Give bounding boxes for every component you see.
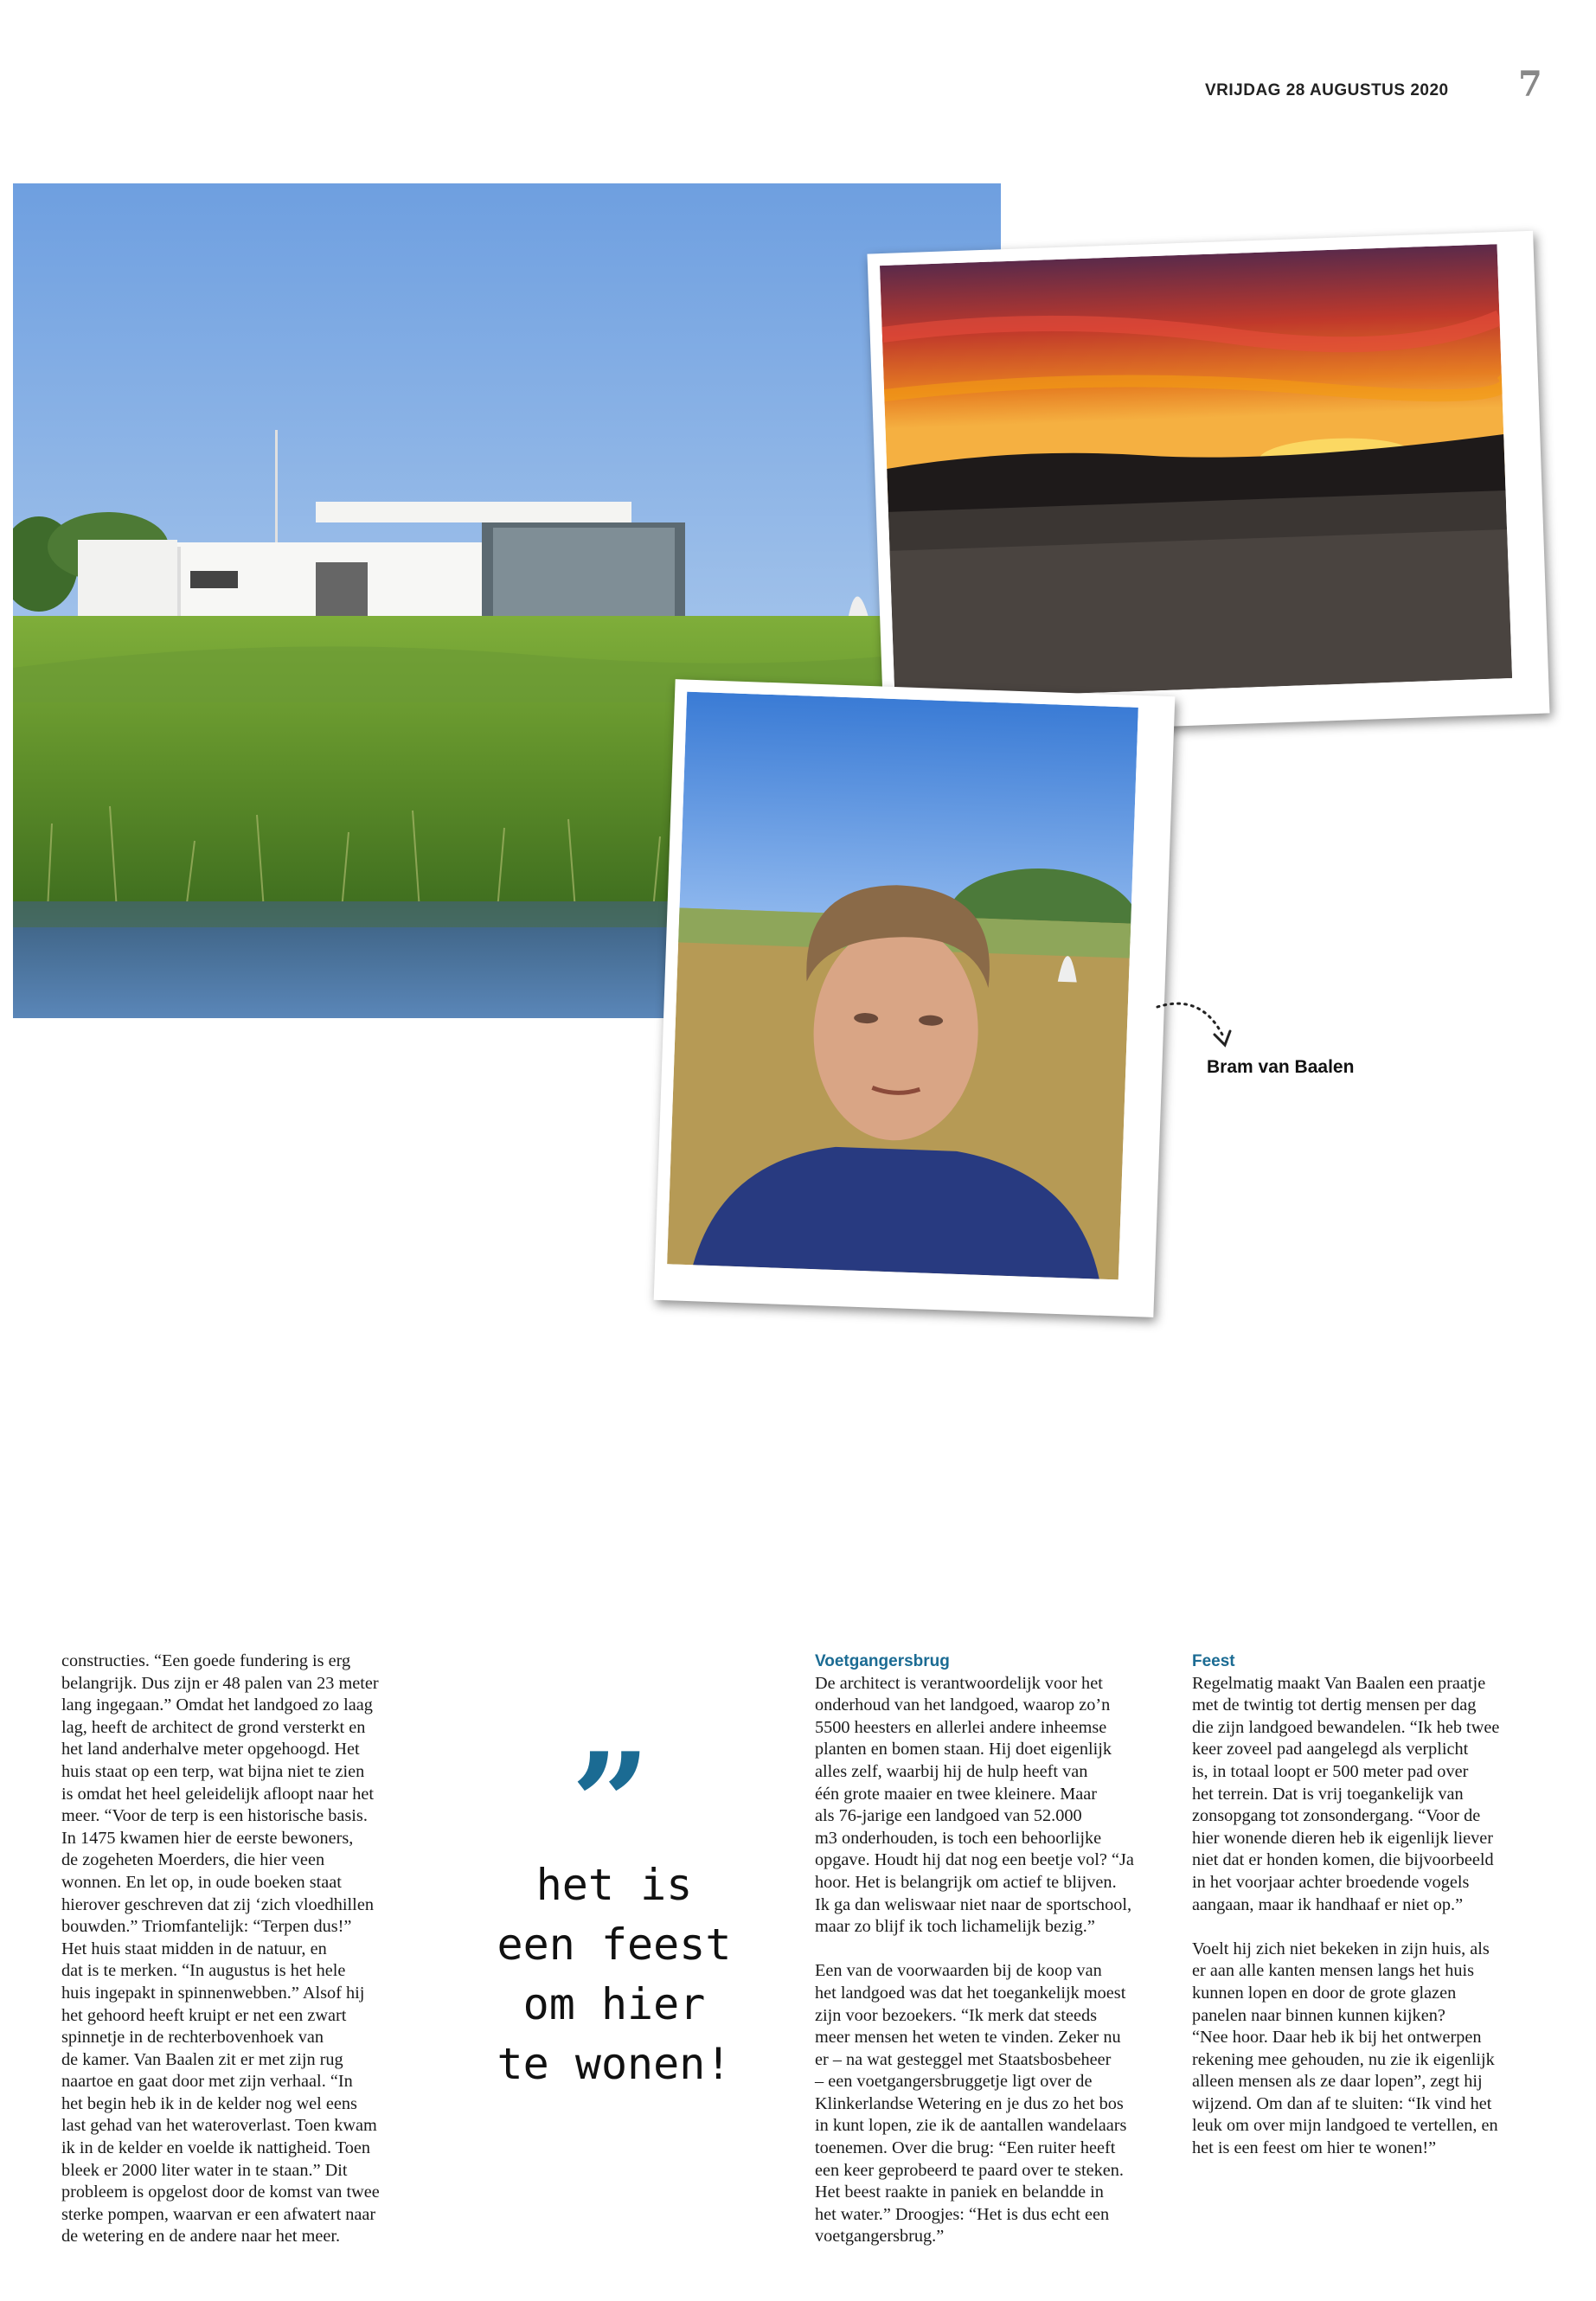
portrait-photo (654, 679, 1176, 1317)
article-paragraph: Voelt hij zich niet bekeken in zijn huis, als er aan alle kanten mensen langs het huis kunnen lopen en door de grote glazen panelen naar binnen kunnen kijken? “Nee hoor. Daar heb ik bij het ontwerpen rekening mee gehouden, nu zie ik eigenlijk alleen mensen als ze daar lopen”, zegt hij wijzend. Om dan af te sluiten: “Ik vind het leuk om over mijn landgoed te vertellen, en het is een feest om hier te wonen!” (1192, 1939, 1498, 2158)
section-heading: Voetgangersbrug (815, 1652, 950, 1670)
article-column-3 (815, 1650, 1178, 2271)
issue-date: VRIJDAG 28 AUGUSTUS 2020 (1205, 81, 1449, 99)
page-number: 7 (1518, 64, 1542, 105)
sunset-photo (867, 231, 1549, 737)
article-paragraph: Een van de voorwaarden bij de koop van het landgoed was dat het toegankelijk moest zijn voor bezoekers. “Ik merk dat steeds meer mensen het weten te vinden. Zeker nu er – na wat gesteggel met Staatsbosbeheer – een voetgangersbruggetje ligt over de Klinkerlandse Wetering en je dus zo het bos in kunt lopen, zie ik de aantallen wandelaars toenemen. Over die brug: “Een ruiter heeft een keer geprobeerd te paard over te steken. Het beest raakte in paniek en belandde in het water.” Droogjes: “Het is dus echt een voetgangersbrug.” (815, 1961, 1127, 2247)
quote-mark: ” (571, 1722, 651, 1885)
article-paragraph: Regelmatig maakt Van Baalen een praatje met de twintig tot dertig mensen per dag die zijn landgoed bewandelen. “Ik heb twee keer zoveel pad aangelegd als verplicht is, in totaal loopt er 500 meter pad over het terrein. Dat is vrij toegankelijk van zonsopgang tot zonsondergang. “Voor de hier wonende dieren heb ik eigenlijk liever niet dat er honden komen, die bijvoorbeeld in het voorjaar achter broedende vogels aangaan, maar ik handhaaf er niet op.” (1192, 1673, 1500, 1914)
pull-quote: het is een feest om hier te wonen! (497, 1860, 732, 2089)
photo-caption: Bram van Baalen (1207, 1057, 1355, 1077)
article-column-4 (1192, 1650, 1555, 2182)
article-column-1 (61, 1650, 425, 2271)
section-heading: Feest (1192, 1652, 1235, 1670)
article-paragraph: De architect is verantwoordelijk voor het onderhoud van het landgoed, waarop zo’n 5500 heesters en allerlei andere inheemse planten en bomen staan. Hij doet eigenlijk alles zelf, waarbij hij de hulp heeft van één grote maaier en twee kleinere. Maar als 76-jarige een landgoed van 52.000 m3 onderhouden, is toch een behoorlijke opgave. Houdt hij dat nog een beetje vol? “Ja hoor. Het is belangrijk om actief te blijven. Ik ga dan weliswaar niet naar de sportschool, maar zo blijf ik toch lichamelijk bezig.” (815, 1673, 1134, 1937)
article-paragraph: constructies. “Een goede fundering is erg belangrijk. Dus zijn er 48 palen van 23 meter lang ingegaan.” Omdat het landgoed zo laag lag, heeft de architect de grond versterkt en het land anderhalve meter opgehoogd. Het huis staat op een terp, wat bijna niet te zien is omdat het heel geleidelijk afloopt naar het meer. “Voor de terp is een historische basis. In 1475 kwamen hier de eerste bewoners, de zogeheten Moerders, die hier veen wonnen. En let op, in oude boeken staat hierover geschreven dat zij ‘zich vloedhillen bouwden.” Triomfantelijk: “Terpen dus!” Het huis staat midden in de natuur, en dat is te merken. “In augustus is het hele huis ingepakt in spinnenwebben.” Alsof hij het gehoord heeft kruipt er net een zwart spinnetje in de rechterbovenhoek van de kamer. Van Baalen zit er met zijn rug naartoe en gaat door met zijn verhaal. “In het begin heb ik in de kelder nog wel eens last gehad van het wateroverlast. Toen kwam ik in de kelder en voelde ik nattigheid. Toen bleek er 2000 liter water in te staan.” Dit probleem is opgelost door de komst van twee sterke pompen, waarvan er een afwatert naar de wetering en de andere naar het meer. (61, 1651, 380, 2247)
caption-pointer (1154, 993, 1240, 1054)
